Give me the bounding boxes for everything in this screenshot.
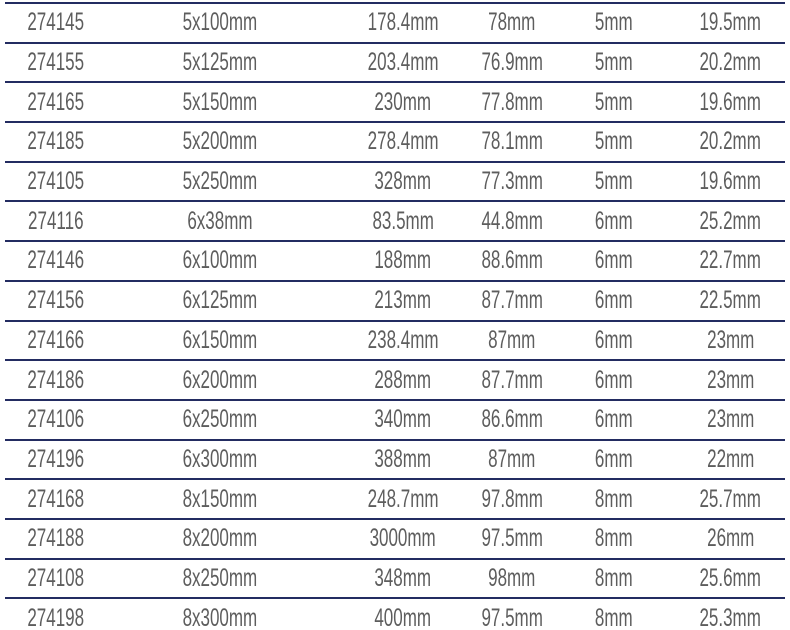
- overall-length-value: 340mm: [374, 405, 432, 434]
- table-cell-size: [106, 282, 332, 320]
- spec-table: [5, 2, 785, 630]
- table-cell-flute-length: [473, 242, 551, 280]
- table-cell-diameter: [551, 4, 676, 42]
- table-cell-overall-length: [333, 202, 473, 240]
- table-cell-overall-length: [333, 599, 473, 630]
- shank-length-value: 25.3mm: [699, 603, 762, 630]
- table-cell-shank-length: [676, 361, 785, 399]
- diameter-value: 5mm: [594, 8, 633, 37]
- table-cell-overall-length: [333, 44, 473, 82]
- table-cell-shank-length: [676, 83, 785, 121]
- table-cell-flute-length: [473, 282, 551, 320]
- diameter-value: 6mm: [594, 206, 633, 235]
- overall-length-value: 400mm: [374, 603, 432, 630]
- table-cell-part-number: [5, 282, 106, 320]
- table-cell-shank-length: [676, 480, 785, 518]
- table-cell-shank-length: [676, 123, 785, 161]
- table-row: [5, 478, 785, 518]
- shank-length-value: 22.5mm: [699, 286, 762, 315]
- table-cell-diameter: [551, 401, 676, 439]
- shank-length-value: 23mm: [706, 405, 754, 434]
- shank-length-value: 19.6mm: [699, 87, 762, 116]
- flute-length-value: 97.5mm: [481, 603, 543, 630]
- table-row: [5, 121, 785, 161]
- size-value: 8x300mm: [182, 603, 257, 630]
- flute-length-value: 97.5mm: [481, 524, 543, 553]
- size-value: 6x38mm: [186, 206, 253, 235]
- flute-length-value: 77.8mm: [481, 87, 543, 116]
- size-value: 5x200mm: [182, 127, 257, 156]
- part-number-value: 274105: [27, 167, 85, 196]
- size-value: 5x150mm: [182, 87, 257, 116]
- table-row: [5, 359, 785, 399]
- table-cell-shank-length: [676, 599, 785, 630]
- overall-length-value: 388mm: [374, 444, 432, 473]
- flute-length-value: 86.6mm: [481, 405, 543, 434]
- table-cell-flute-length: [473, 441, 551, 479]
- table-cell-flute-length: [473, 83, 551, 121]
- table-cell-size: [106, 520, 332, 558]
- table-cell-diameter: [551, 83, 676, 121]
- table-cell-overall-length: [333, 282, 473, 320]
- size-value: 6x250mm: [182, 405, 257, 434]
- table-cell-shank-length: [676, 163, 785, 201]
- table-cell-part-number: [5, 599, 106, 630]
- table-cell-diameter: [551, 480, 676, 518]
- table-cell-shank-length: [676, 44, 785, 82]
- table-cell-overall-length: [333, 520, 473, 558]
- shank-length-value: 20.2mm: [699, 127, 762, 156]
- part-number-value: 274145: [27, 8, 85, 37]
- table-cell-diameter: [551, 520, 676, 558]
- table-cell-shank-length: [676, 242, 785, 280]
- flute-length-value: 98mm: [488, 563, 536, 592]
- table-cell-flute-length: [473, 599, 551, 630]
- flute-length-value: 77.3mm: [481, 167, 543, 196]
- table-row: [5, 518, 785, 558]
- diameter-value: 6mm: [594, 325, 633, 354]
- table-row: [5, 2, 785, 42]
- table-cell-size: [106, 242, 332, 280]
- part-number-value: 274108: [27, 563, 85, 592]
- table-cell-diameter: [551, 44, 676, 82]
- table-cell-overall-length: [333, 361, 473, 399]
- table-cell-diameter: [551, 322, 676, 360]
- table-cell-shank-length: [676, 4, 785, 42]
- size-value: 5x125mm: [182, 48, 257, 77]
- table-cell-diameter: [551, 242, 676, 280]
- shank-length-value: 20.2mm: [699, 48, 762, 77]
- shank-length-value: 25.6mm: [699, 563, 762, 592]
- part-number-value: 274198: [27, 603, 85, 630]
- part-number-value: 274155: [27, 48, 85, 77]
- table-cell-part-number: [5, 322, 106, 360]
- table-cell-shank-length: [676, 322, 785, 360]
- table-row: [5, 399, 785, 439]
- table-cell-diameter: [551, 123, 676, 161]
- table-cell-part-number: [5, 4, 106, 42]
- diameter-value: 6mm: [594, 246, 633, 275]
- size-value: 8x200mm: [182, 524, 257, 553]
- part-number-value: 274185: [27, 127, 85, 156]
- table-row: [5, 439, 785, 479]
- table-cell-shank-length: [676, 520, 785, 558]
- diameter-value: 8mm: [594, 603, 633, 630]
- part-number-value: 274168: [27, 484, 85, 513]
- flute-length-value: 87.7mm: [481, 365, 543, 394]
- table-cell-size: [106, 322, 332, 360]
- table-row: [5, 240, 785, 280]
- table-cell-part-number: [5, 83, 106, 121]
- part-number-value: 274166: [27, 325, 85, 354]
- diameter-value: 5mm: [594, 167, 633, 196]
- shank-length-value: 23mm: [706, 325, 754, 354]
- overall-length-value: 348mm: [374, 563, 432, 592]
- table-cell-flute-length: [473, 4, 551, 42]
- table-cell-flute-length: [473, 560, 551, 598]
- table-cell-flute-length: [473, 163, 551, 201]
- table-cell-part-number: [5, 480, 106, 518]
- table-cell-shank-length: [676, 560, 785, 598]
- size-value: 8x250mm: [182, 563, 257, 592]
- table-cell-part-number: [5, 163, 106, 201]
- diameter-value: 5mm: [594, 48, 633, 77]
- part-number-value: 274188: [27, 524, 85, 553]
- overall-length-value: 230mm: [374, 87, 432, 116]
- table-cell-overall-length: [333, 322, 473, 360]
- table-cell-flute-length: [473, 44, 551, 82]
- table-cell-flute-length: [473, 361, 551, 399]
- part-number-value: 274106: [27, 405, 85, 434]
- shank-length-value: 23mm: [706, 365, 754, 394]
- flute-length-value: 88.6mm: [481, 246, 543, 275]
- shank-length-value: 25.2mm: [699, 206, 762, 235]
- flute-length-value: 76.9mm: [481, 48, 543, 77]
- diameter-value: 6mm: [594, 405, 633, 434]
- diameter-value: 5mm: [594, 127, 633, 156]
- part-number-value: 274186: [27, 365, 85, 394]
- overall-length-value: 288mm: [374, 365, 432, 394]
- flute-length-value: 97.8mm: [481, 484, 543, 513]
- size-value: 6x200mm: [182, 365, 257, 394]
- table-row: [5, 161, 785, 201]
- table-cell-diameter: [551, 599, 676, 630]
- table-row: [5, 200, 785, 240]
- size-value: 6x150mm: [182, 325, 257, 354]
- shank-length-value: 22.7mm: [699, 246, 762, 275]
- table-cell-size: [106, 480, 332, 518]
- table-cell-overall-length: [333, 123, 473, 161]
- table-cell-flute-length: [473, 123, 551, 161]
- diameter-value: 8mm: [594, 524, 633, 553]
- overall-length-value: 213mm: [374, 286, 432, 315]
- table-cell-diameter: [551, 560, 676, 598]
- table-cell-size: [106, 123, 332, 161]
- table-cell-diameter: [551, 202, 676, 240]
- table-row: [5, 558, 785, 598]
- table-cell-overall-length: [333, 441, 473, 479]
- size-value: 6x100mm: [182, 246, 257, 275]
- table-cell-part-number: [5, 520, 106, 558]
- table-row: [5, 597, 785, 630]
- table-cell-size: [106, 401, 332, 439]
- table-cell-part-number: [5, 202, 106, 240]
- table-cell-diameter: [551, 361, 676, 399]
- shank-length-value: 26mm: [706, 524, 754, 553]
- part-number-value: 274165: [27, 87, 85, 116]
- table-cell-flute-length: [473, 322, 551, 360]
- shank-length-value: 25.7mm: [699, 484, 762, 513]
- table-cell-overall-length: [333, 480, 473, 518]
- table-cell-size: [106, 83, 332, 121]
- table-cell-diameter: [551, 163, 676, 201]
- table-row: [5, 81, 785, 121]
- shank-length-value: 22mm: [706, 444, 754, 473]
- table-cell-size: [106, 4, 332, 42]
- table-cell-flute-length: [473, 401, 551, 439]
- part-number-value: 274156: [27, 286, 85, 315]
- flute-length-value: 87.7mm: [481, 286, 543, 315]
- flute-length-value: 87mm: [488, 444, 536, 473]
- table-cell-overall-length: [333, 560, 473, 598]
- table-cell-overall-length: [333, 163, 473, 201]
- overall-length-value: 188mm: [374, 246, 432, 275]
- table-cell-shank-length: [676, 202, 785, 240]
- size-value: 8x150mm: [182, 484, 257, 513]
- table-cell-shank-length: [676, 401, 785, 439]
- flute-length-value: 78mm: [488, 8, 536, 37]
- table-cell-shank-length: [676, 441, 785, 479]
- table-cell-part-number: [5, 560, 106, 598]
- table-row: [5, 280, 785, 320]
- table-cell-part-number: [5, 123, 106, 161]
- overall-length-value: 238.4mm: [367, 325, 439, 354]
- table-cell-size: [106, 44, 332, 82]
- table-cell-overall-length: [333, 242, 473, 280]
- table-cell-flute-length: [473, 202, 551, 240]
- table-cell-overall-length: [333, 83, 473, 121]
- table-cell-flute-length: [473, 520, 551, 558]
- overall-length-value: 83.5mm: [372, 206, 434, 235]
- overall-length-value: 248.7mm: [367, 484, 439, 513]
- size-value: 5x250mm: [182, 167, 257, 196]
- size-value: 5x100mm: [182, 8, 257, 37]
- part-number-value: 274146: [27, 246, 85, 275]
- flute-length-value: 78.1mm: [481, 127, 543, 156]
- table-cell-overall-length: [333, 401, 473, 439]
- flute-length-value: 44.8mm: [481, 206, 543, 235]
- table-cell-size: [106, 163, 332, 201]
- part-number-value: 274116: [27, 206, 84, 235]
- overall-length-value: 203.4mm: [367, 48, 439, 77]
- shank-length-value: 19.6mm: [699, 167, 762, 196]
- table-cell-size: [106, 202, 332, 240]
- table-cell-flute-length: [473, 480, 551, 518]
- table-cell-diameter: [551, 441, 676, 479]
- size-value: 6x300mm: [182, 444, 257, 473]
- table-cell-part-number: [5, 44, 106, 82]
- overall-length-value: 178.4mm: [367, 8, 439, 37]
- diameter-value: 6mm: [594, 444, 633, 473]
- diameter-value: 8mm: [594, 484, 633, 513]
- diameter-value: 8mm: [594, 563, 633, 592]
- table-cell-size: [106, 361, 332, 399]
- table-cell-size: [106, 560, 332, 598]
- overall-length-value: 328mm: [374, 167, 432, 196]
- table-cell-diameter: [551, 282, 676, 320]
- table-row: [5, 42, 785, 82]
- overall-length-value: 3000mm: [369, 524, 436, 553]
- table-row: [5, 320, 785, 360]
- table-cell-size: [106, 599, 332, 630]
- table-cell-part-number: [5, 361, 106, 399]
- part-number-value: 274196: [27, 444, 85, 473]
- diameter-value: 6mm: [594, 286, 633, 315]
- size-value: 6x125mm: [182, 286, 257, 315]
- table-cell-part-number: [5, 401, 106, 439]
- table-cell-part-number: [5, 242, 106, 280]
- diameter-value: 6mm: [594, 365, 633, 394]
- diameter-value: 5mm: [594, 87, 633, 116]
- table-cell-size: [106, 441, 332, 479]
- flute-length-value: 87mm: [488, 325, 536, 354]
- table-cell-overall-length: [333, 4, 473, 42]
- overall-length-value: 278.4mm: [367, 127, 439, 156]
- shank-length-value: 19.5mm: [699, 8, 762, 37]
- table-cell-shank-length: [676, 282, 785, 320]
- table-cell-part-number: [5, 441, 106, 479]
